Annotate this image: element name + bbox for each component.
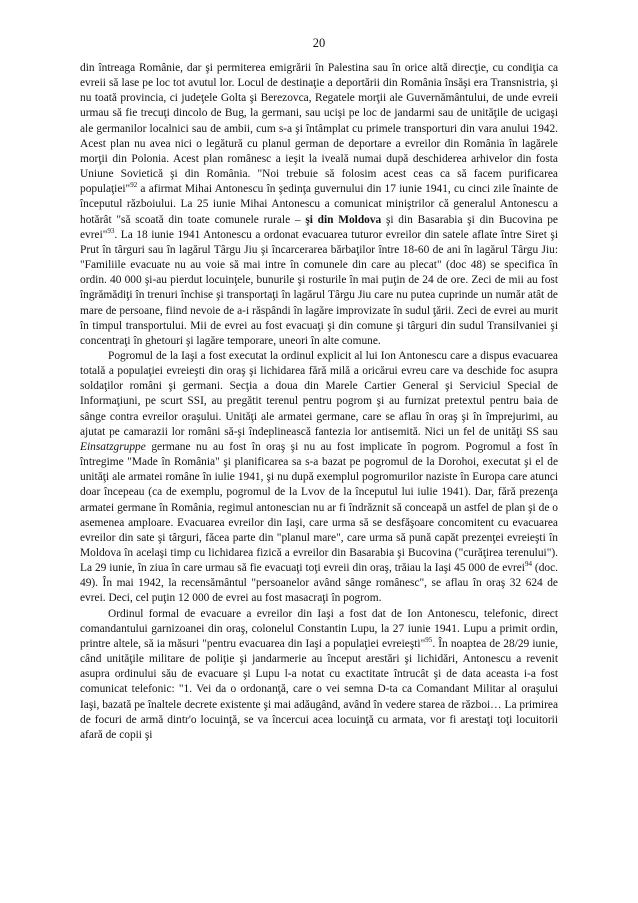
paragraph-evacuation-order bbox=[80, 607, 558, 743]
body-text bbox=[80, 61, 558, 743]
footnote-marker: 93 bbox=[107, 226, 115, 235]
text-run: germane nu au fost în oraş şi nu au fost implicate în pogrom. Pogromul a fost în întregime "Made în România" şi planificarea sa s-a bazat pe pogromul de la Dorohoi, executat şi el de unităţi ale armatei române în iulie 1941, şi nu după exemplul pogromurilor naziste în Europa care atunci doar începeau (ca de exemplu, pogromul de la Lvov de la începutul lui iulie 1941). Dar, fără prezenţa armatei germane în România, regimul antonescian nu ar fi îndrăznit să conceapă un astfel de plan şi de o asemenea amploare. Evacuarea evreilor din Iaşi, care urma să se desfăşoare concomitent cu evacuarea evreilor din sate şi târguri, făcea parte din "planul mare", care urma să pună capăt prezenţei evreieşti în Moldova în acelaşi timp cu lichidarea fizică a evreilor din Basarabia şi Bucovina ("curăţirea terenului"). La 29 iunie, în ziua în care urmau să fie evacuaţi toţi evreii din oraş, trăiau la Iaşi 45 000 de evrei bbox=[80, 440, 558, 575]
paragraph-deportation-plan bbox=[80, 61, 558, 349]
footnote-marker: 94 bbox=[524, 560, 532, 569]
footnote-marker: 92 bbox=[130, 181, 138, 190]
text-run: . La 18 iunie 1941 Antonescu a ordonat evacuarea tuturor evreilor din satele aflate între Siret şi Prut în târguri sau în lagărul Târgu Jiu şi încarcerarea bărbaţilor între 18-60 de ani în lagărul Târgu Jiu: "Familiile evacuate nu au voie să mai intre în comunele din care au plecat" (doc 48) se specifica în ordin. 40 000 şi-au pierdut locuinţele, bunurile şi rosturile în mai puţin de 24 de ore. Zeci de mii au fost îngrămădiţi în trenuri închise şi transportaţi în lagărul Târgu Jiu care nu putea cuprinde un număr atât de mare de persoane, fiind nevoie de a-i răspândi în lagăre improvizate în sudul ţării. Zeci de evrei au murit în timpul transportului. Mii de evrei au fost evacuaţi şi din comune şi târguri din sudul Transilvaniei şi concentraţi în ghetouri şi lagăre temporare, uneori în alte comune. bbox=[80, 228, 558, 347]
text-run: . În noaptea de 28/29 iunie, când unităţile militare de poliţie şi jandarmerie au început arestări şi lichidări, Antonescu a revenit asupra ordinului său de evacuare şi Lupu l-a notat cu exactitate întrucât şi de data aceasta i-a fost comunicat telefonic: "1. Vei da o ordonanţă, care o vei semna D-ta ca Comandant Militar al oraşului Iaşi, bazată pe înaltele decrete existente şi mai adăugând, având în vedere starea de război… La primirea de focuri de armă dintr'o locuinţă, se va încercui acea locuinţă cu armata, vor fi arestaţi toţi locuitorii afară de copii şi bbox=[80, 637, 559, 741]
text-run: a afirmat Mihai Antonescu în şedinţa guvernului din 17 iunie 1941, cu cinci zile înainte de începutul războiului. La 25 iunie Mihai Antonescu a comunicat miniştrilor că generalul Antonescu a hotărât "să scoată din toate comunele rurale – bbox=[80, 183, 558, 226]
bold-text: şi din Moldova bbox=[305, 213, 382, 226]
page-number: 20 bbox=[312, 36, 326, 50]
text-run: Pogromul de la Iaşi a fost executat la ordinul explicit al lui Ion Antonescu care a dispus evacuarea totală a populaţiei evreieşti din oraş şi lichidarea fără milă a oricărui evreu care va deschide foc asupra soldaţilor români şi germani. Secţia a doua din Marele Cartier General şi Serviciul Special de Informaţiuni, pe scurt SSI, au pregătit terenul pentru pogrom şi au furnizat pretextul pentru baia de sânge contra evreilor oraşului. Unităţi ale armatei germane, care se aflau în oraş şi în împrejurimi, au ajutat pe camarazii lor români să-şi îndeplinească fantezia lor antisemită. Nici un fel de unităţi SS sau bbox=[80, 349, 558, 438]
paragraph-iasi-pogrom bbox=[80, 349, 558, 607]
text-run: Ordinul formal de evacuare a evreilor din Iaşi a fost dat de Ion Antonescu, telefonic, direct comandantului garnizoanei din oraş, colonelul Constantin Lupu, la 27 iunie 1941. Lupu a primit ordin, printre altele, să ia măsuri "pentru evacuarea din Iaşi a populaţiei evreieşti" bbox=[80, 607, 558, 650]
italic-text: Einsatzgruppe bbox=[80, 440, 146, 453]
footnote-marker: 95 bbox=[425, 636, 433, 645]
text-run: şi din Basarabia şi din Bucovina pe evrei" bbox=[80, 213, 558, 241]
text-run: din întreaga Românie, dar şi permiterea emigrării în Palestina sau în orice altă direcţie, cu condiţia ca evreii să lase pe loc tot avutul lor. Locul de destinaţie a deportării din România însăşi era Transnistria, şi nu toată provincia, ci judeţele Golta şi Berezovca, Regatele morţii ale Guvernământului, de unde evreii urmau să fie trecuţi dincolo de Bug, la germani, sau ucişi pe loc de jandarmi sau de unităţile de ucigaşi ale germanilor localnici sau de ambii, cum s-a şi întâmplat cu primele transporturi din vara anului 1942. Acest plan nu avea nici o legătură cu planul german de deportare a evreilor din România în lagărele morţii din Polonia. Acest plan românesc a ieşit la iveală numai după deschiderea arhivelor din fosta Uniune Sovietică şi din România. "Noi trebuie să folosim acest ceas ca să facem purificarea populaţiei" bbox=[80, 62, 558, 196]
text-run: (doc. 49). În mai 1942, la recensământul "persoanelor având sânge românesc", se aflau în oraş 32 624 de evrei. Deci, cel puţin 12 000 de evrei au fost masacraţi în pogrom. bbox=[80, 562, 558, 605]
